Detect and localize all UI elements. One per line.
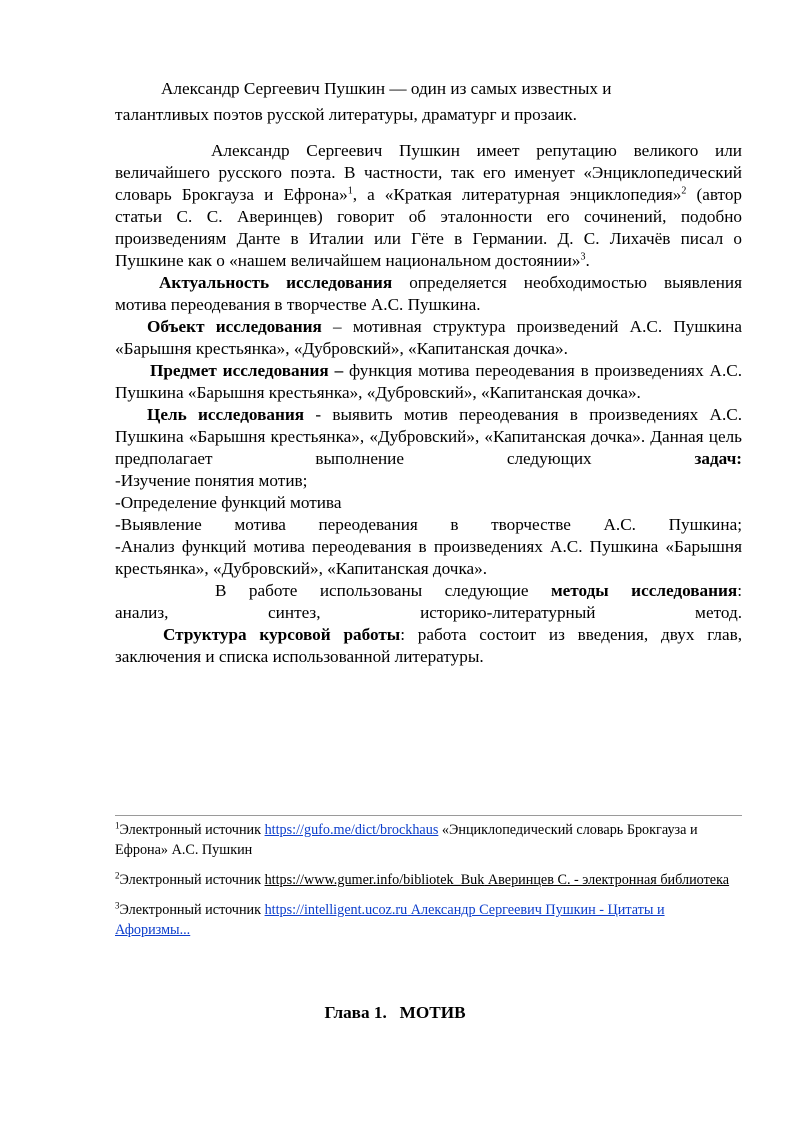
intro-heading [115,76,675,128]
footnote-2 [115,870,742,890]
goal-label: Цель исследования [147,405,305,424]
footnote-ref-2[interactable]: 2 [681,185,687,197]
footnote-ref-1[interactable]: 1 [347,185,353,197]
methods-text: В работе использованы следующие [215,581,551,600]
object-label: Объект исследования [147,317,322,336]
footnote-prefix: Электронный источник [119,902,265,918]
task-item-3: -Выявление мотива переодевания в творчестве А.С. Пушкина; [115,515,742,534]
para1-text-3: (автор статьи С. С. Аверинцев) говорит об эталонности его сочинений, подобно произведениям Данте в Италии или Гёте в Германии. Д. С. Лихачёв писал о Пушкине как о «нашем величайшем национальном достоянии» [115,185,743,270]
footnote-3 [115,900,742,940]
task-item-1: -Изучение понятия мотив; [115,471,308,490]
paragraph-goal [115,404,742,470]
tasks-label: задач: [694,449,742,468]
footnote-prefix: Электронный источник [119,822,265,838]
paragraph-structure [115,624,742,668]
subject-text: функция мотива переодевания в произведениях А.С. Пушкина «Барышня крестьянка», «Дубровский», «Капитанская дочка». [115,361,742,402]
methods-colon: : [737,581,742,600]
subject-label: Предмет исследования – [150,361,344,380]
footnote-link[interactable]: https://www.gumer.info/bibliotek_Buk [264,872,485,888]
structure-label: Структура курсовой работы [163,625,401,644]
relevance-text: определяется необходимостью выявления мотива переодевания в творчестве А.С. Пушкина. [115,273,743,314]
intro-line-2: талантливых поэтов русской литературы, драматург и прозаик. [115,105,577,124]
footnote-prefix: Электронный источник [119,872,265,888]
paragraph-relevance [115,272,742,316]
structure-text: : работа состоит из введения, двух глав, заключения и списка использованной литературы. [115,625,742,666]
paragraph-subject [115,360,742,404]
para1-text-4: . [585,251,590,270]
main-text [115,140,742,668]
task-item-4: -Анализ функций мотива переодевания в произведениях А.С. Пушкина «Барышня крестьянка», «Дубровский», «Капитанская дочка». [115,537,742,578]
relevance-label: Актуальность исследования [159,273,393,292]
footnote-suffix-link[interactable]: Александр Сергеевич Пушкин - Цитаты и Афоризмы... [115,902,665,938]
para1-text-2: , а «Краткая литературная энциклопедия» [352,185,682,204]
intro-line-1: Александр Сергеевич Пушкин — один из самых известных и [161,79,612,98]
footnote-1 [115,820,742,860]
footnote-link[interactable]: https://gufo.me/dict/brockhaus [264,822,439,838]
chapter-heading: Глава 1. МОТИВ [324,1003,466,1022]
methods-list: анализ, синтез, историко-литературный метод. [115,603,742,622]
footnote-number: 1 [115,820,120,831]
footnote-suffix: «Энциклопедический словарь Брокгауза и Ефрона» А.С. Пушкин [115,822,698,858]
object-text: – мотивная структура произведений А.С. Пушкина «Барышня крестьянка», «Дубровский», «Капитанская дочка». [115,317,742,358]
footnote-link[interactable]: https://intelligent.ucoz.ru [264,902,408,918]
paragraph-methods [115,580,742,602]
task-item-2: -Определение функций мотива [115,493,342,512]
para1-text-1: Александр Сергеевич Пушкин имеет репутацию великого или величайшего русского поэта. В частности, так его именует «Энциклопедический словарь Брокгауза и Ефрона» [115,141,742,204]
goal-text: - выявить мотив переодевания в произведениях А.С. Пушкина «Барышня крестьянка», «Дубровский», «Капитанская дочка». Данная цель предполагает выполнение следующих [115,405,742,468]
footnotes [115,815,742,950]
methods-label: методы исследования [550,581,738,600]
footnote-suffix: Аверинцев С. - электронная библиотека [484,872,730,888]
paragraph-object [115,316,742,360]
footnote-number: 2 [115,870,120,881]
paragraph-reputation [115,140,742,272]
footnote-ref-3[interactable]: 3 [580,251,586,263]
footnote-number: 3 [115,900,120,911]
